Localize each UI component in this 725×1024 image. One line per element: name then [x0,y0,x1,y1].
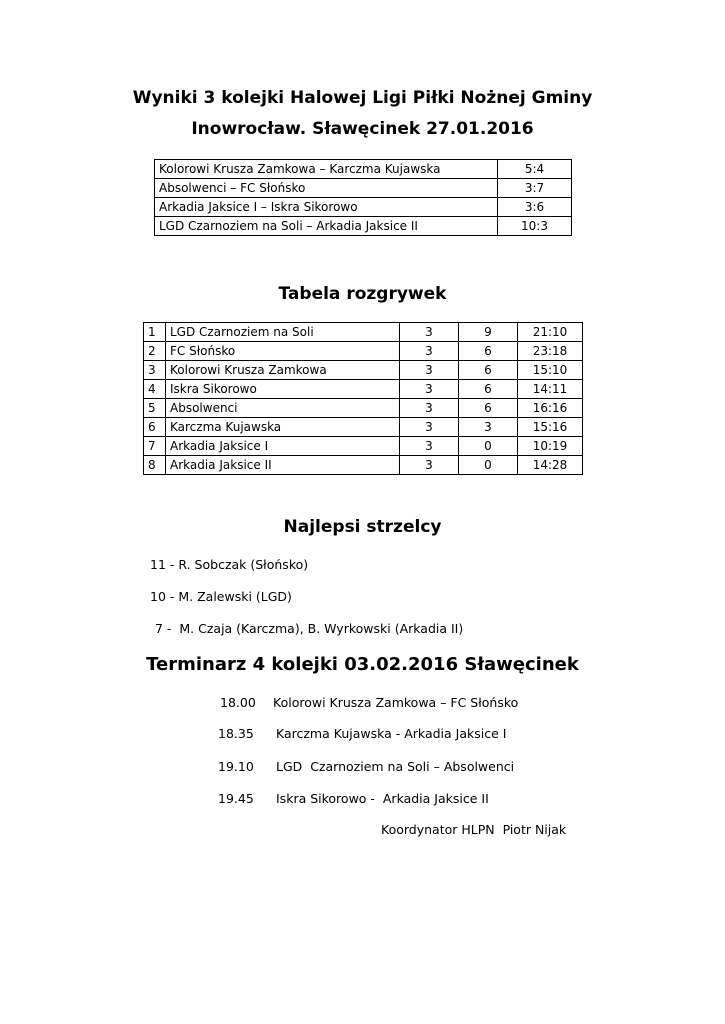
team-cell: Karczma Kujawska [166,418,400,437]
points-cell: 9 [459,323,518,342]
coordinator-signature: Koordynator HLPN Piotr Nijak [381,822,567,837]
team-cell: Kolorowi Krusza Zamkowa [166,361,400,380]
games-cell: 3 [400,437,459,456]
goals-cell: 16:16 [518,399,583,418]
schedule-match: LGD Czarnoziem na Soli – Absolwenci [276,759,515,774]
table-row [144,342,583,361]
schedule-match: Iskra Sikorowo - Arkadia Jaksice II [276,791,489,806]
games-cell: 3 [400,342,459,361]
table-row [144,437,583,456]
position-cell: 8 [144,456,166,475]
results-table [154,159,572,236]
games-cell: 3 [400,399,459,418]
points-cell: 6 [459,399,518,418]
position-cell: 5 [144,399,166,418]
position-cell: 4 [144,380,166,399]
games-cell: 3 [400,361,459,380]
schedule-match: Kolorowi Krusza Zamkowa – FC Słońsko [273,695,519,710]
standings-table [143,322,583,475]
team-cell: FC Słońsko [166,342,400,361]
table-row [144,323,583,342]
team-cell: Arkadia Jaksice II [166,456,400,475]
games-cell: 3 [400,418,459,437]
position-cell: 6 [144,418,166,437]
table-row [155,179,572,198]
position-cell: 1 [144,323,166,342]
goals-cell: 21:10 [518,323,583,342]
team-cell: Iskra Sikorowo [166,380,400,399]
score-cell: 3:6 [498,198,572,217]
points-cell: 0 [459,437,518,456]
match-cell: Kolorowi Krusza Zamkowa – Karczma Kujawska [155,160,498,179]
goals-cell: 14:11 [518,380,583,399]
schedule-time: 18.35 [218,726,254,741]
table-row [144,399,583,418]
team-cell: Arkadia Jaksice I [166,437,400,456]
points-cell: 6 [459,361,518,380]
scorer-line: 10 - M. Zalewski (LGD) [150,589,292,604]
points-cell: 0 [459,456,518,475]
standings-title: Tabela rozgrywek [278,284,447,304]
schedule-title: Terminarz 4 kolejki 03.02.2016 Sławęcinek [146,654,579,675]
title-line-1: Wyniki 3 kolejki Halowej Ligi Piłki Nożnej Gminy [132,88,593,108]
table-row [155,217,572,236]
title-line-2: Inowrocław. Sławęcinek 27.01.2016 [191,119,534,139]
goals-cell: 10:19 [518,437,583,456]
table-row [144,361,583,380]
table-row [144,418,583,437]
table-row [144,456,583,475]
table-row [155,198,572,217]
position-cell: 3 [144,361,166,380]
schedule-match: Karczma Kujawska - Arkadia Jaksice I [276,726,507,741]
schedule-time: 19.45 [218,791,254,806]
team-cell: Absolwenci [166,399,400,418]
points-cell: 6 [459,342,518,361]
schedule-time: 19.10 [218,759,254,774]
scorer-line: 11 - R. Sobczak (Słońsko) [150,557,309,572]
score-cell: 10:3 [498,217,572,236]
score-cell: 3:7 [498,179,572,198]
games-cell: 3 [400,456,459,475]
match-cell: LGD Czarnoziem na Soli – Arkadia Jaksice II [155,217,498,236]
table-row [155,160,572,179]
schedule-time: 18.00 [220,695,256,710]
scorers-title: Najlepsi strzelcy [283,517,442,537]
scorer-line: 7 - M. Czaja (Karczma), B. Wyrkowski (Arkadia II) [155,621,464,636]
position-cell: 2 [144,342,166,361]
position-cell: 7 [144,437,166,456]
score-cell: 5:4 [498,160,572,179]
team-cell: LGD Czarnoziem na Soli [166,323,400,342]
goals-cell: 23:18 [518,342,583,361]
points-cell: 6 [459,380,518,399]
games-cell: 3 [400,380,459,399]
goals-cell: 15:16 [518,418,583,437]
goals-cell: 14:28 [518,456,583,475]
match-cell: Arkadia Jaksice I – Iskra Sikorowo [155,198,498,217]
table-row [144,380,583,399]
games-cell: 3 [400,323,459,342]
points-cell: 3 [459,418,518,437]
match-cell: Absolwenci – FC Słońsko [155,179,498,198]
goals-cell: 15:10 [518,361,583,380]
